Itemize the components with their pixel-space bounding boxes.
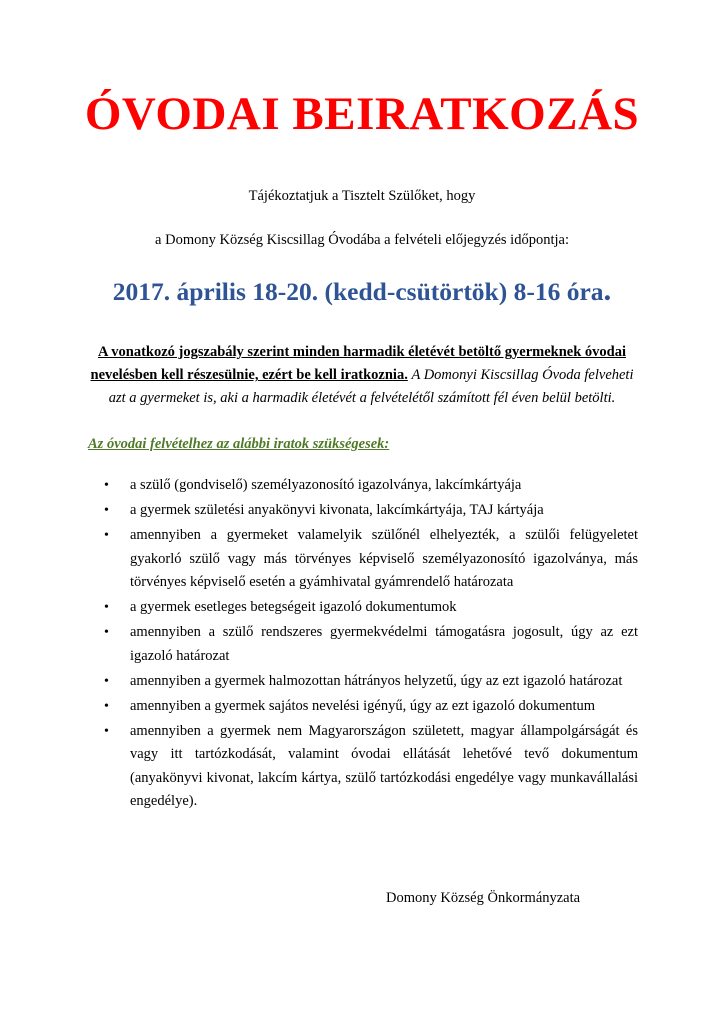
enrollment-date-dot: . xyxy=(603,272,612,307)
list-item xyxy=(88,670,638,694)
bullet-icon: • xyxy=(104,503,109,518)
bullet-icon: • xyxy=(104,478,109,493)
legal-notice-italic: A Domonyi Kiscsillag Óvoda felveheti azt a gyermeket is, aki a harmadik életévét a felvételétől számított fél éven belül betölti. xyxy=(108,367,634,406)
list-item xyxy=(88,499,638,523)
bullet-icon: • xyxy=(104,698,109,714)
list-item-text: amennyiben a gyermek halmozottan hátrányos helyzetű, úgy az ezt igazoló határozat xyxy=(130,672,623,689)
bullet-icon: • xyxy=(104,528,109,543)
list-item-text: amennyiben a gyermek sajátos nevelési igényű, úgy az ezt igazoló dokumentum xyxy=(130,697,596,714)
bullet-icon: • xyxy=(104,600,109,615)
list-item xyxy=(88,695,638,719)
list-item xyxy=(88,596,638,620)
list-item-text: amennyiben a gyermeket valamelyik szülőnél elhelyezték, a szülői felügyeletet gyakorló szülő vagy más törvényes képviselő személyazonosító igazolványa, más törvényes képviselő esetén a gyámhivatal gyámrendelő határozata xyxy=(130,527,638,590)
bullet-icon: • xyxy=(104,673,109,689)
list-item-text: a gyermek születési anyakönyvi kivonata, lakcímkártyája, TAJ kártyája xyxy=(130,502,544,518)
list-item xyxy=(88,621,638,668)
list-item xyxy=(88,720,638,814)
bullet-icon: • xyxy=(104,625,109,640)
list-item xyxy=(88,474,638,498)
legal-notice-bold: A vonatkozó jogszabály szerint minden harmadik életévét betöltő gyermeknek óvodai nevelésben kell részesülnie, ezért be kell iratkoznia. xyxy=(90,344,626,383)
legal-notice xyxy=(88,341,636,410)
list-item xyxy=(88,524,638,595)
list-item-text: amennyiben a gyermek nem Magyarországon született, magyar állampolgárságát és vagy itt tartózkodását, valamint óvodai ellátását lehetővé tevő dokumentum (anyakönyvi kivonat, lakcím kártya, szülő tartózkodási engedélye vagy munkavállalási engedélye). xyxy=(130,722,638,809)
enrollment-date-text: 2017. április 18-20. (kedd-csütörtök) 8-16 óra xyxy=(112,277,604,306)
signature: Domony Község Önkormányzata xyxy=(386,890,581,906)
list-item-text: a szülő (gondviselő) személyazonosító igazolványa, lakcímkártyája xyxy=(130,477,522,493)
required-documents-heading: Az óvodai felvételhez az alábbi iratok szükségesek: xyxy=(88,436,390,452)
required-documents-list xyxy=(88,474,638,815)
document-title: ÓVODAI BEIRATKOZÁS xyxy=(84,88,640,140)
intro-line-2: a Domony Község Kiscsillag Óvodába a felvételi előjegyzés időpontja: xyxy=(155,232,569,248)
list-item-text: a gyermek esetleges betegségeit igazoló dokumentumok xyxy=(130,599,457,615)
bullet-icon: • xyxy=(104,723,109,739)
enrollment-date xyxy=(0,272,724,310)
list-item-text: amennyiben a szülő rendszeres gyermekvédelmi támogatásra jogosult, úgy az ezt igazoló határozat xyxy=(130,624,638,664)
intro-line-1: Tájékoztatjuk a Tisztelt Szülőket, hogy xyxy=(248,188,476,204)
